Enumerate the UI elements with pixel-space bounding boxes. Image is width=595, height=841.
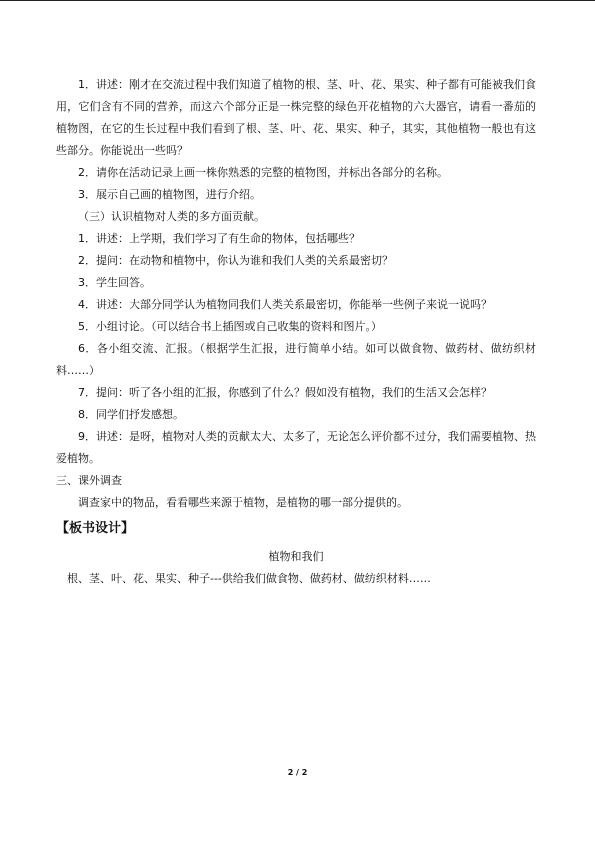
paragraph: 2．请你在活动记录上画一株你熟悉的完整的植物图，并标出各部分的名称。 bbox=[78, 166, 448, 179]
paragraph: 3．学生回答。 bbox=[78, 276, 151, 289]
paragraph: 1．讲述：刚才在交流过程中我们知道了植物的根、茎、叶、花、果实、种子都有可能被我们食用，它们含有不同的营养，而这六个部分正是一株完整的绿色开花植物的六大器官，请看一番茄的植物图，在它的生长过程中我们看到了根、茎、叶、花、果实、种子，其实，其他植物一般也有这些部分。你能说出一些吗？ bbox=[56, 78, 536, 157]
board-line: 根、茎、叶、花、果实、种子---供给我们做食物、做药材、做纺织材料…… bbox=[67, 572, 431, 585]
paragraph: 4．讲述：大部分同学认为植物同我们人类关系最密切，你能举一些例子来说一说吗？ bbox=[78, 298, 492, 311]
survey-paragraph: 调查家中的物品，看看哪些来源于植物，是植物的哪一部分提供的。 bbox=[78, 496, 408, 509]
paragraph: 2．提问：在动物和植物中，你认为谁和我们人类的关系最密切？ bbox=[78, 254, 393, 267]
paragraph: 9．讲述：是呀，植物对人类的贡献太大、太多了，无论怎么评价都不过分，我们需要植物、热爱植物。 bbox=[56, 430, 536, 465]
paragraph: 7．提问：听了各小组的汇报，你感到了什么？假如没有植物，我们的生活又会怎样？ bbox=[78, 386, 492, 399]
board-title: 植物和我们 bbox=[268, 550, 324, 563]
paragraph: 6．各小组交流、汇报。（根据学生汇报，进行简单小结。如可以做食物、做药材、做纺织材料……） bbox=[56, 342, 536, 377]
paragraph: 5．小组讨论。（可以结合书上插图或自己收集的资料和图片。） bbox=[78, 320, 382, 333]
document-body bbox=[56, 74, 536, 590]
section-heading: 三、课外调查 bbox=[56, 474, 122, 487]
paragraph: 8．同学们抒发感想。 bbox=[78, 408, 184, 421]
header-rule bbox=[0, 0, 595, 1]
page-number: 2 / 2 bbox=[287, 768, 308, 777]
subsection-heading: （三）认识植物对人类的多方面贡献。 bbox=[78, 210, 265, 223]
paragraph: 3．展示自己画的植物图，进行介绍。 bbox=[78, 188, 261, 201]
board-design-heading: 【板书设计】 bbox=[56, 521, 135, 536]
paragraph: 1．讲述：上学期，我们学习了有生命的物体，包括哪些？ bbox=[78, 232, 360, 245]
